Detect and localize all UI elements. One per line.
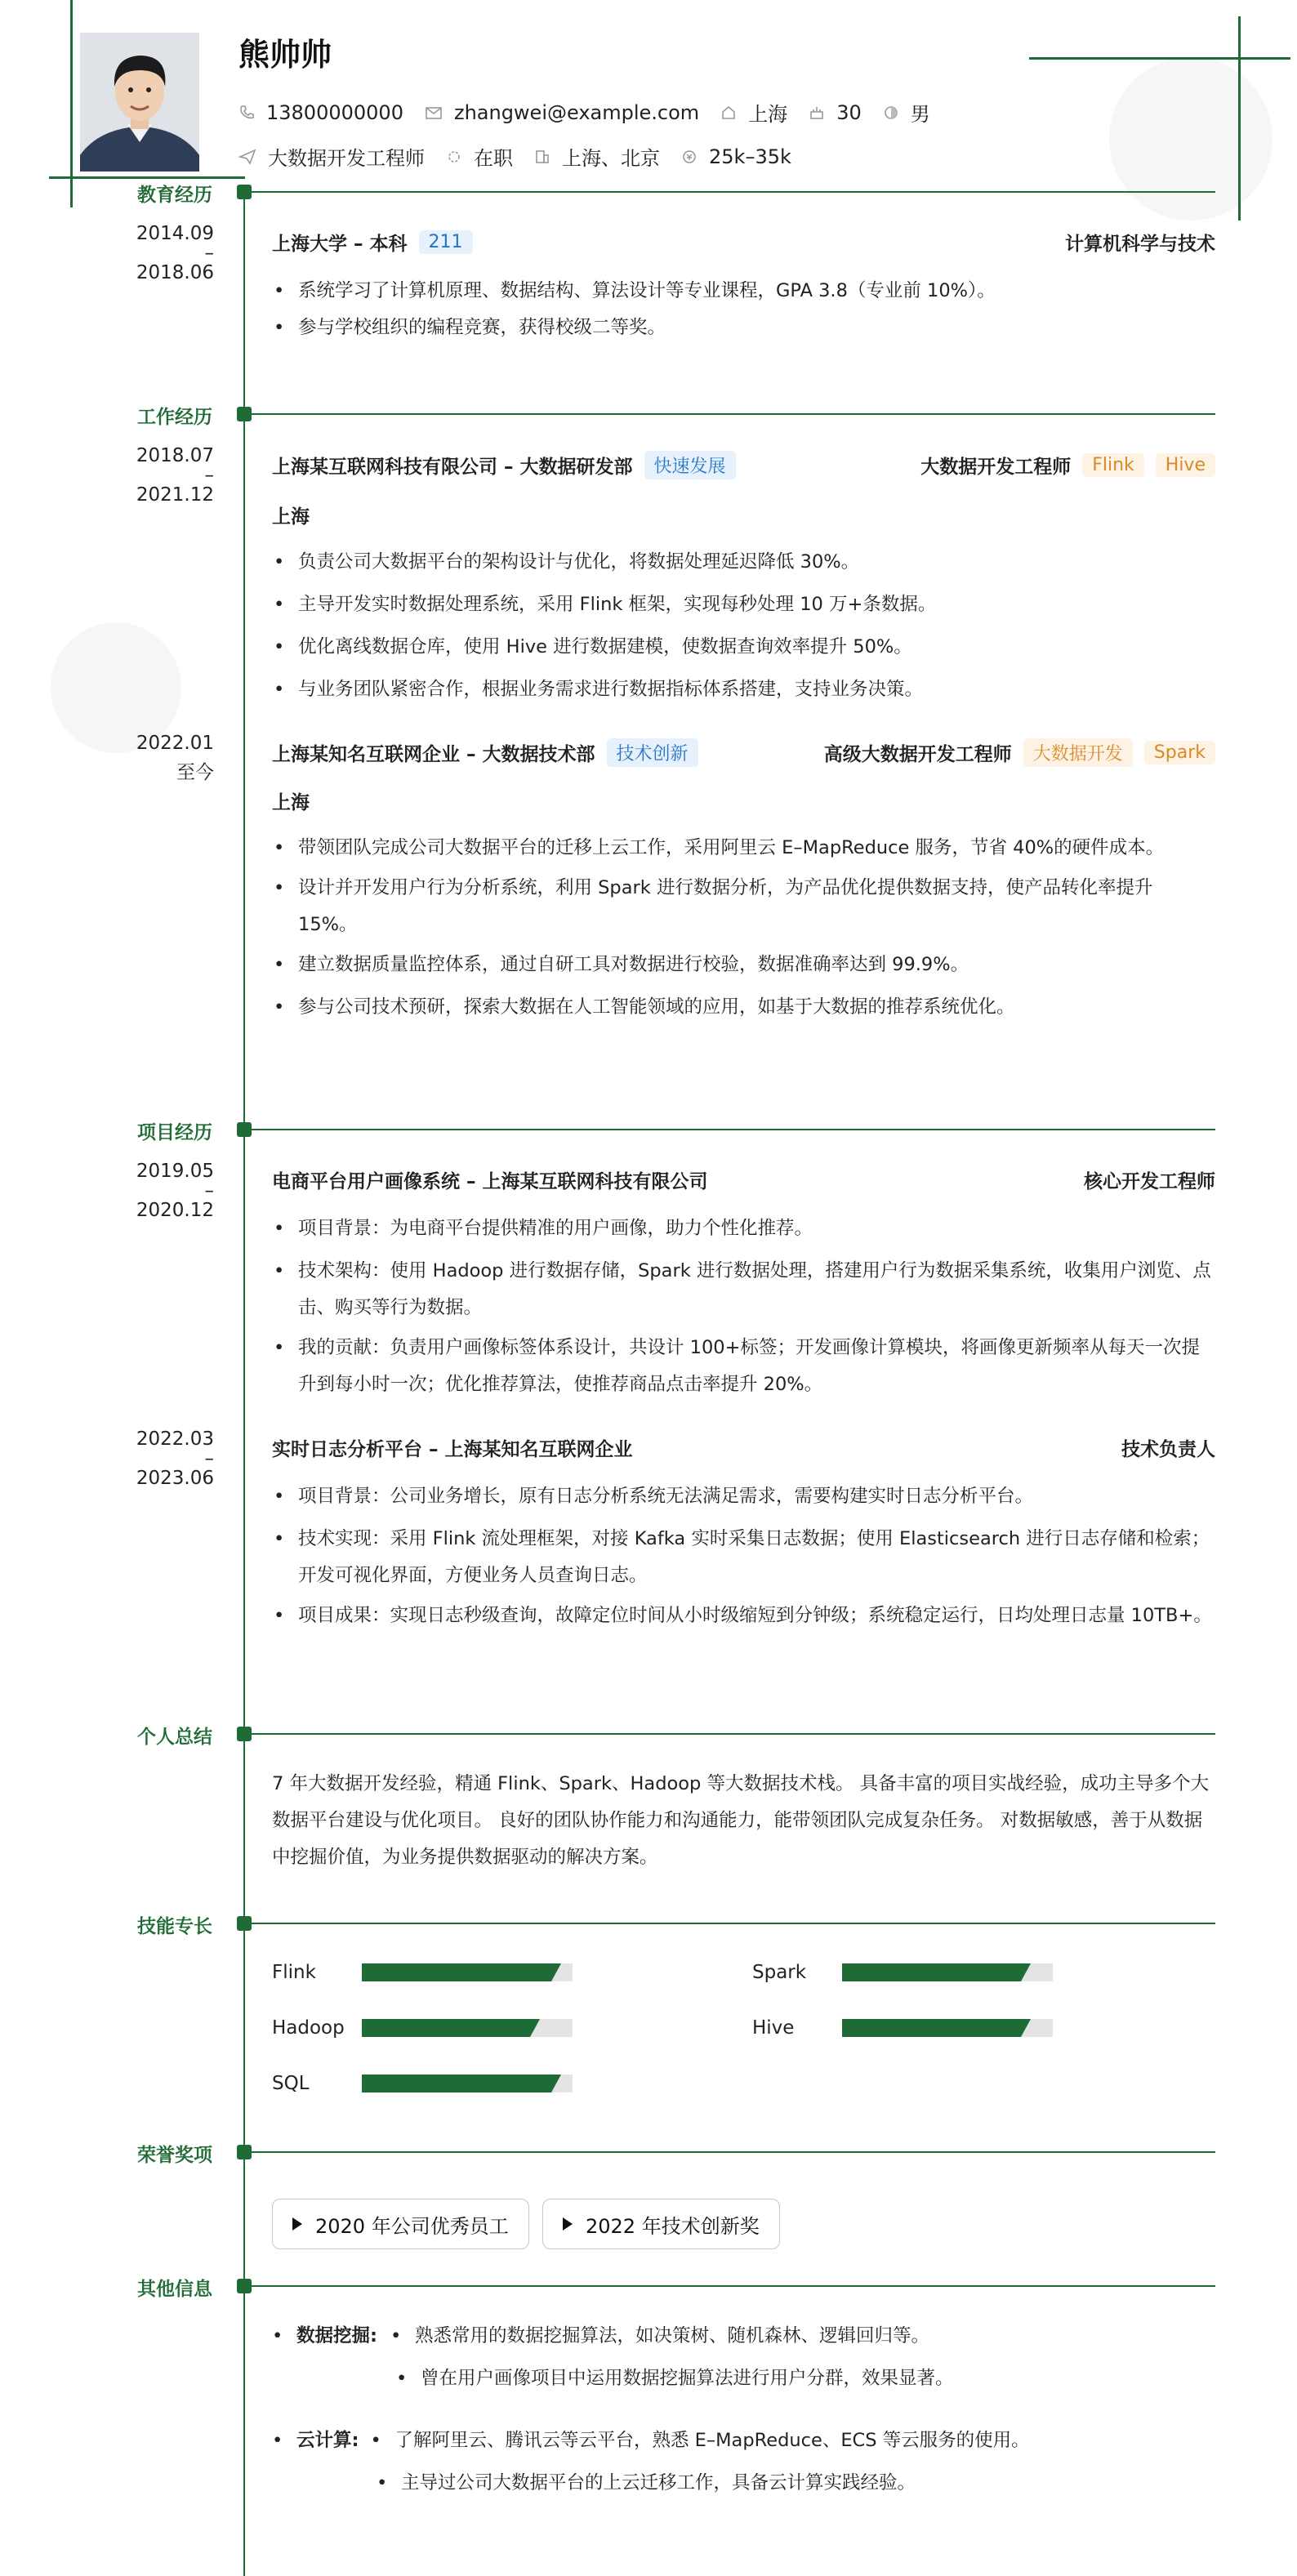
section-marker [237, 1122, 252, 1137]
salary-text: 25k–35k [709, 145, 791, 168]
project-bullets [272, 1478, 1215, 1634]
list-item: • 技术架构：使用 Hadoop 进行数据存储，Spark 进行数据处理，搭建用户行为数据采集系统，收集用户浏览、点击、购买等行为数据。 [272, 1253, 1215, 1326]
play-icon [292, 2217, 302, 2231]
skill-hadoop [272, 2017, 573, 2039]
section-marker [237, 2145, 252, 2159]
candidate-name: 熊帅帅 [238, 37, 332, 73]
work-header [272, 451, 1215, 479]
target-city-item [534, 142, 660, 171]
other-value: 了解阿里云、腾讯云等云平台，熟悉 E–MapReduce、ECS 等云服务的使用。 [394, 2430, 1030, 2451]
job-title-text: 大数据开发工程师 [268, 147, 425, 170]
decor-circle-top-right [1109, 57, 1272, 221]
skill-label: Hadoop [272, 2017, 345, 2039]
status-icon [446, 149, 462, 165]
skill-bar [362, 1963, 573, 1981]
home-icon [720, 105, 737, 121]
section-title-summary: 个人总结 [137, 1727, 212, 1748]
phone-item [238, 101, 403, 124]
project-date: 2022.03 – 2023.06 [136, 1428, 214, 1489]
summary-text: 7 年大数据开发经验，精通 Flink、Spark、Hadoop 等大数据技术栈。 具备丰富的项目实战经验，成功主导多个大数据平台建设与优化项目。 良好的团队协作能力和沟通能力，能带领团队完成复杂任务。 对数据敏感，善于从数据中挖掘价值，为业务提供数据驱动的解决方案。 [272, 1773, 1210, 1868]
section-title-work: 工作经历 [137, 407, 212, 428]
list-item: • 设计并开发用户行为分析系统，利用 Spark 进行数据分析，为产品优化提供数据支持，使产品转化率提升 15%。 [272, 870, 1215, 943]
work-location: 上海 [272, 792, 310, 813]
company-tag: 技术创新 [607, 738, 698, 767]
skill-bar-fill [842, 1963, 1021, 1981]
company-name: 上海某知名互联网企业 – 大数据技术部 [272, 744, 595, 765]
section-title-awards: 荣誉奖项 [137, 2145, 212, 2166]
section-divider [252, 1129, 1215, 1130]
section-divider [252, 2151, 1215, 2153]
target-city-text: 上海、北京 [562, 147, 660, 170]
play-icon [563, 2217, 573, 2231]
mail-icon [425, 105, 443, 121]
send-icon [238, 149, 256, 165]
contact-row [238, 98, 952, 127]
education-date: 2014.09 – 2018.06 [136, 223, 214, 283]
age-item [809, 101, 862, 124]
education-bullets [272, 273, 1215, 346]
job-title-item [238, 142, 425, 171]
city-item [720, 98, 787, 127]
other-key: 云计算: [296, 2430, 359, 2451]
job-role: 高级大数据开发工程师 [823, 744, 1012, 765]
other-value: 熟悉常用的数据挖掘算法，如决策树、随机森林、逻辑回归等。 [415, 2325, 930, 2346]
company-tag: 快速发展 [644, 451, 736, 479]
award-item [272, 2199, 529, 2249]
project-role: 核心开发工程师 [1084, 1171, 1215, 1192]
salary-icon [681, 149, 698, 165]
project-header [272, 1166, 1215, 1193]
project-bullets [272, 1210, 1215, 1403]
list-item: • 建立数据质量监控体系，通过自研工具对数据进行校验，数据准确率达到 99.9%。 [272, 947, 1215, 983]
skill-bar-fill [362, 2075, 551, 2092]
cake-icon [809, 105, 825, 121]
skill-bar [362, 2075, 573, 2092]
city-text: 上海 [748, 103, 788, 126]
status-item [446, 142, 513, 171]
list-item: • 项目成果：实现日志秒级查询，故障定位时间从小时级缩短到分钟级；系统稳定运行，日均处理日志量 10TB+。 [272, 1598, 1215, 1634]
work-header [272, 738, 1215, 767]
list-item: • 带领团队完成公司大数据平台的迁移上云工作，采用阿里云 E–MapReduce 服务，节省 40%的硬件成本。 [272, 830, 1215, 867]
skill-label: Spark [752, 1962, 807, 1983]
list-item: • 技术实现：采用 Flink 流处理框架，对接 Kafka 实时采集日志数据；使用 Elasticsearch 进行日志存储和检索；开发可视化界面，方便业务人员查询日志。 [272, 1521, 1215, 1594]
age-text: 30 [836, 100, 862, 124]
project-date: 2019.05 – 2020.12 [136, 1161, 214, 1221]
project-header [272, 1434, 1215, 1461]
section-divider [252, 2285, 1215, 2287]
section-divider [252, 1733, 1215, 1735]
section-marker [237, 2279, 252, 2293]
skill-bar [842, 2019, 1053, 2037]
section-marker [237, 1916, 252, 1931]
project-name: 实时日志分析平台 – 上海某知名互联网企业 [272, 1439, 633, 1460]
skill-flink [272, 1962, 573, 1983]
section-divider [252, 1923, 1215, 1924]
school-name: 上海大学 – 本科 [272, 234, 408, 255]
list-item: • 优化离线数据仓库，使用 Hive 进行数据建模，使数据查询效率提升 50%。 [272, 629, 1215, 666]
other-value: 主导过公司大数据平台的上云迁移工作，具备云计算实践经验。 [401, 2472, 916, 2494]
skill-label: Flink [272, 1962, 316, 1983]
skill-tag: Spark [1144, 741, 1215, 764]
section-title-education: 教育经历 [137, 185, 212, 206]
list-item: • 负责公司大数据平台的架构设计与优化，将数据处理延迟降低 30%。 [272, 544, 1215, 581]
work-bullets [272, 830, 1215, 1026]
decor-line [1238, 16, 1241, 221]
skill-tag: 大数据开发 [1023, 738, 1133, 767]
education-header [272, 229, 1215, 256]
skill-tag: Flink [1082, 453, 1144, 477]
list-item: • 主导开发实时数据处理系统，采用 Flink 框架，实现每秒处理 10 万+条数据。 [272, 586, 1215, 623]
skill-bar [842, 1963, 1053, 1981]
decor-line [49, 176, 245, 179]
other-key: 数据挖掘: [296, 2325, 377, 2346]
gender-text: 男 [910, 103, 930, 126]
list-item: • 项目背景：公司业务增长，原有日志分析系统无法满足需求，需要构建实时日志分析平台。 [272, 1478, 1215, 1515]
company-name: 上海某互联网科技有限公司 – 大数据研发部 [272, 457, 633, 478]
list-item: • 系统学习了计算机原理、数据结构、算法设计等专业课程，GPA 3.8（专业前 10%）。 [272, 273, 1215, 310]
skill-bar-fill [362, 1963, 551, 1981]
section-title-projects: 项目经历 [137, 1122, 212, 1143]
work-location: 上海 [272, 506, 310, 528]
school-tag: 211 [419, 230, 473, 254]
section-title-other: 其他信息 [137, 2279, 212, 2300]
skill-label: Hive [752, 2017, 795, 2039]
phone-text: 13800000000 [266, 100, 403, 124]
major: 计算机科学与技术 [1065, 234, 1215, 255]
list-item: • 参与公司技术预研，探索大数据在人工智能领域的应用，如基于大数据的推荐系统优化。 [272, 989, 1215, 1026]
email-item [425, 101, 699, 124]
skill-tag: Hive [1156, 453, 1215, 477]
other-value: 曾在用户画像项目中运用数据挖掘算法进行用户分群，效果显著。 [421, 2368, 954, 2389]
job-intent-row [238, 142, 813, 171]
work-bullets [272, 544, 1215, 708]
section-marker [237, 185, 252, 199]
skill-bar [362, 2019, 573, 2037]
job-role: 大数据开发工程师 [920, 457, 1072, 478]
gender-icon [883, 105, 899, 121]
list-item: • 我的贡献：负责用户画像标签体系设计，共设计 100+标签；开发画像计算模块，将画像更新频率从每天一次提升到每小时一次；优化推荐算法，使推荐商品点击率提升 20%。 [272, 1330, 1215, 1403]
work-date: 2022.01 至今 [136, 733, 214, 783]
email-text: zhangwei@example.com [453, 100, 700, 124]
award-label: 2020 年公司优秀员工 [315, 2214, 509, 2238]
skill-hive [752, 2017, 1053, 2039]
skill-sql [272, 2073, 573, 2094]
skill-label: SQL [272, 2073, 310, 2094]
work-date: 2018.07 – 2021.12 [136, 445, 214, 506]
skill-spark [752, 1962, 1053, 1983]
project-role: 技术负责人 [1121, 1439, 1215, 1460]
status-text: 在职 [474, 147, 513, 170]
decor-line [1029, 57, 1290, 60]
timeline-line [243, 186, 245, 2576]
section-marker [237, 407, 252, 421]
section-marker [237, 1727, 252, 1741]
section-title-skills: 技能专长 [137, 1916, 212, 1937]
list-item: • 参与学校组织的编程竞赛，获得校级二等奖。 [272, 310, 1215, 346]
other-item: • 数据挖掘: • 熟悉常用的数据挖掘算法，如决策树、随机森林、逻辑回归等。 • 曾在用户画像项目中运用数据挖掘算法进行用户分群，效果显著。 [272, 2325, 954, 2389]
avatar-photo [80, 33, 199, 172]
building-icon [534, 149, 550, 165]
salary-item [681, 145, 791, 168]
gender-item [883, 98, 930, 127]
project-name: 电商平台用户画像系统 – 上海某互联网科技有限公司 [272, 1171, 708, 1192]
other-item: • 云计算: • 了解阿里云、腾讯云等云平台，熟悉 E–MapReduce、ECS 等云服务的使用。 • 主导过公司大数据平台的上云迁移工作，具备云计算实践经验。 [272, 2430, 1030, 2494]
list-item: • 项目背景：为电商平台提供精准的用户画像，助力个性化推荐。 [272, 1210, 1215, 1247]
skill-bar-fill [842, 2019, 1021, 2037]
section-divider [252, 191, 1215, 193]
award-label: 2022 年技术创新奖 [586, 2214, 760, 2238]
phone-icon [238, 105, 255, 121]
list-item: • 与业务团队紧密合作，根据业务需求进行数据指标体系搭建，支持业务决策。 [272, 671, 1215, 708]
skill-bar-fill [362, 2019, 530, 2037]
section-divider [252, 413, 1215, 415]
award-item [542, 2199, 780, 2249]
